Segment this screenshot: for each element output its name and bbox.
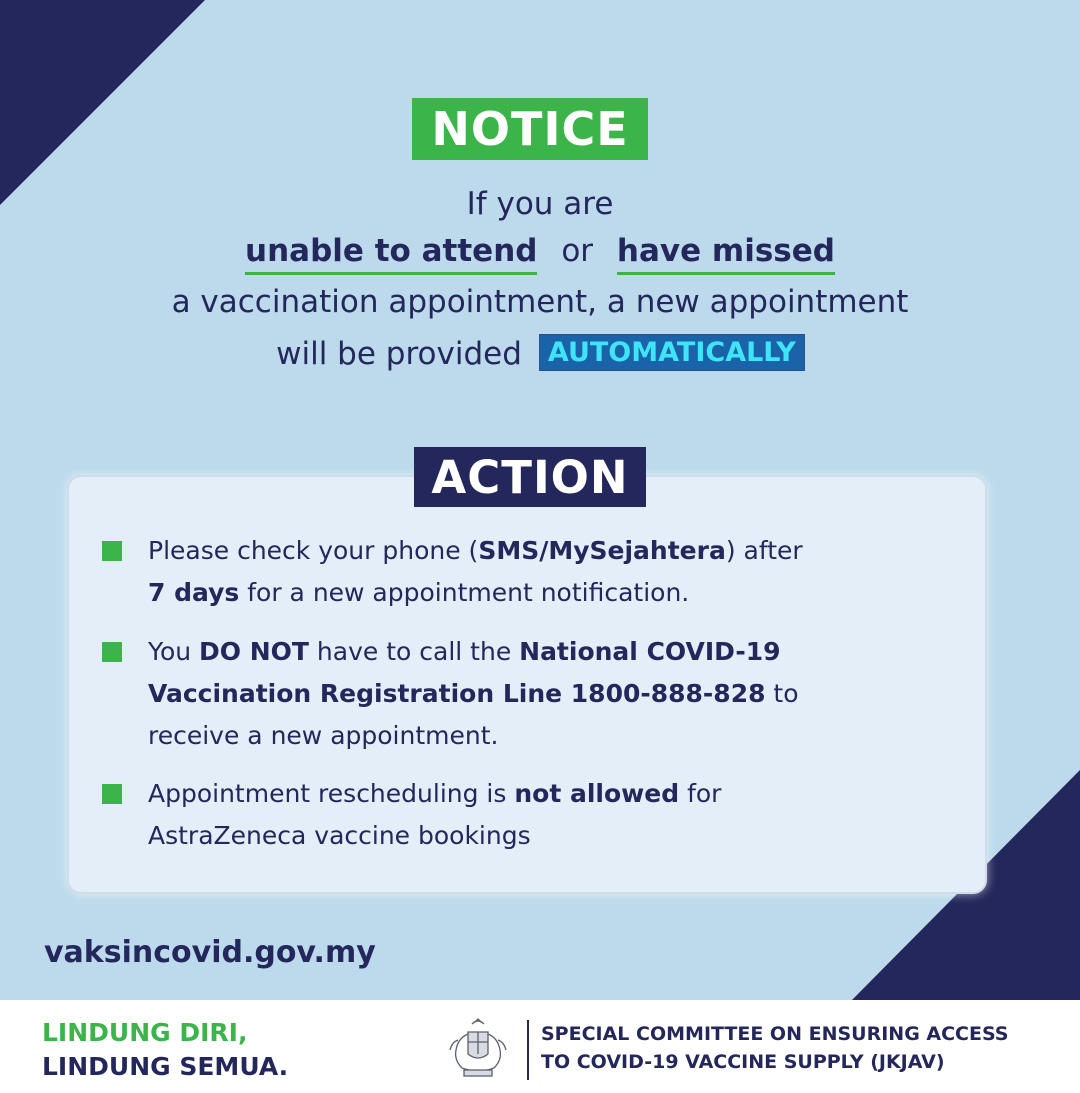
- sms-mysejahtera-emphasis: SMS/MySejahtera: [478, 536, 726, 565]
- have-missed-phrase: have missed: [617, 234, 835, 275]
- do-not-emphasis: DO NOT: [199, 637, 309, 666]
- website-url: vaksincovid.gov.my: [44, 935, 376, 970]
- committee-line-2: TO COVID-19 VACCINE SUPPLY (JKJAV): [541, 1051, 945, 1073]
- action-item-3-text-c: AstraZeneca vaccine bookings: [148, 821, 531, 850]
- notice-heading: NOTICE: [412, 98, 648, 160]
- action-heading: ACTION: [414, 447, 646, 507]
- notice-line-1: If you are: [466, 186, 614, 222]
- notice-line-3: a vaccination appointment, a new appointment: [171, 284, 909, 320]
- action-item-2-text-c: to: [765, 679, 799, 708]
- unable-to-attend-phrase: unable to attend: [245, 234, 537, 275]
- seven-days-emphasis: 7 days: [148, 578, 240, 607]
- action-item-2: [148, 631, 938, 757]
- notice-line-4: [0, 335, 1080, 372]
- automatically-badge: AUTOMATICALLY: [540, 335, 804, 370]
- slogan-line-1: LINDUNG DIRI,: [42, 1018, 248, 1047]
- top-left-corner-triangle: [0, 0, 210, 210]
- registration-line-emphasis: Vaccination Registration Line 1800-888-828: [148, 679, 766, 708]
- action-item-2-text-b: have to call the: [308, 637, 520, 666]
- action-item-3-text-b: for: [679, 779, 722, 808]
- footer-divider: [527, 1020, 529, 1080]
- bullet-square-icon: [102, 541, 122, 561]
- bullet-square-icon: [102, 784, 122, 804]
- not-allowed-emphasis: not allowed: [514, 779, 680, 808]
- action-item-1-text-a: Please check your phone (: [148, 536, 479, 565]
- action-item-3-text-a: Appointment rescheduling is: [148, 779, 515, 808]
- action-item-3: [148, 773, 938, 857]
- slogan-line-2: LINDUNG SEMUA.: [42, 1052, 289, 1081]
- or-connector: or: [561, 233, 594, 269]
- committee-line-1: SPECIAL COMMITTEE ON ENSURING ACCESS: [541, 1023, 1009, 1045]
- action-item-2-text-d: receive a new appointment.: [148, 721, 499, 750]
- action-item-2-text-a: You: [148, 637, 200, 666]
- notice-line-2: [0, 233, 1080, 275]
- action-item-1: [148, 530, 938, 614]
- bullet-square-icon: [102, 642, 122, 662]
- malaysia-coat-of-arms-icon: [442, 1018, 514, 1080]
- action-item-1-text-c: for a new appointment notification.: [239, 578, 690, 607]
- will-be-provided-text: will be provided: [276, 336, 522, 372]
- action-item-1-text-b: ) after: [725, 536, 803, 565]
- national-covid-emphasis: National COVID-19: [519, 637, 781, 666]
